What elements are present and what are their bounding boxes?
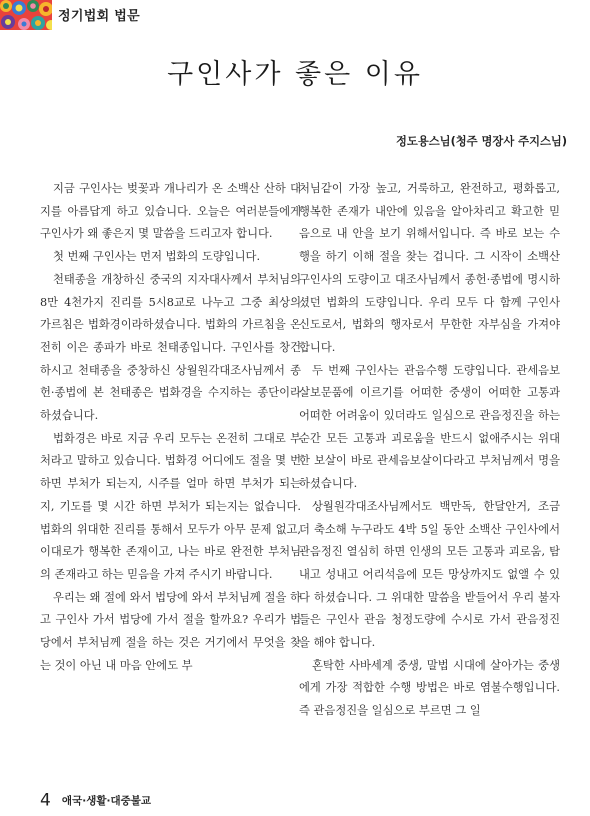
- paragraph: 천태종을 개창하신 중국의 지자대사께서 부처님의 8만 4천가지 진리를 5시8교로 나누고 그중 최상의 가르침은 법화경이라하셨습니다. 법화의 가르침을 온전히 이은 종파가 바로 천태종입니다. 구인사를 창건하시고 천태종을 중창하신 상월원각대조사님께서 종헌·종법에 본 천태종은 법화경을 수지하는 종단이라 하셨습니다.: [40, 272, 301, 423]
- left-column: [40, 178, 301, 677]
- decorative-pattern-icon: [0, 0, 52, 30]
- paragraph: 첫 번째 구인사는 먼저 법화의 도량입니다.: [53, 250, 261, 264]
- page-footer: [40, 790, 151, 811]
- paragraph: 법화경은 바로 지금 우리 모두는 온전히 그대로 부처라고 말하고 있습니다. 법화경 어디에도 절을 몇 번 하면 부처가 되는지, 시주를 얼마 하면 부처가 되는지, 기도를 몇 시간 하면 부처가 되는지는 없습니다. 법화의 위대한 진리를 통해서 모두가 아무 문제 없고, 이대로가 행복한 존재이고, 나는 바로 완전한 부처님의 존재라고 하는 믿음을 가져 주시기 바랍니다.: [40, 431, 301, 581]
- paragraph: 지금 구인사는 벚꽃과 개나리가 온 소백산 산하 대지를 아름답게 하고 있습니다. 오늘은 여러분들에게 구인사가 왜 좋은지 몇 말씀을 드리고자 합니다.: [40, 182, 301, 241]
- paragraph: 우리는 왜 절에 와서 법당에 와서 부처님께 절을 하고 구인사 가서 법당에 가서 절을 할까요? 우리가 법당에서 부처님께 절을 하는 것은 거기에서 무엇을 찾는 것이 아닌 내 마음 안에도 부: [40, 590, 301, 672]
- paragraph: 혼탁한 사바세계 중생, 말법 시대에 살아가는 중생에게 가장 적합한 수행 방법은 바로 염불수행입니다. 즉 관음정진을 일심으로 부르면 그 일: [299, 658, 560, 718]
- paragraph: 두 번째 구인사는 관음수행 도량입니다. 관세음보살보문품에 이르기를 어떠한 중생이 어떠한 고통과 어떠한 어려움이 있더라도 일심으로 관음정진을 하는 순간 모든 고통과 괴로움을 반드시 없애주시는 위대한 보살이 바로 관세음보살이다라고 부처님께서 명을 하셨습니다.: [299, 363, 560, 491]
- right-column: [299, 178, 560, 723]
- author-byline: 정도용스님(청주 명장사 주지스님): [396, 135, 567, 148]
- paragraph-continuation: 처님같이 가장 높고, 거룩하고, 완전하고, 평화롭고, 행복한 존재가 내안에 있음을 알아차리고 확고한 믿음으로 내 안을 보기 위해서입니다. 즉 바로 보는 수행을 하기 이해 절을 찾는 겁니다. 그 시작이 소백산 구인사의 도량이고 대조사님께서 종헌·종법에 명시하셨던 법화의 도량입니다. 우리 모두 다 함께 구인사 신도로서, 법화의 행자로서 무한한 자부심을 가져야 합니다.: [299, 182, 560, 354]
- page-number: 4: [40, 790, 51, 811]
- page-title: 구인사가 좋은 이유: [167, 59, 423, 90]
- section-label: 정기법회 법문: [58, 9, 140, 24]
- magazine-name: 애국·생활·대중불교: [61, 795, 152, 807]
- paragraph: 상월원각대조사님께서도 백만독, 한달안거, 조금 더 축소해 누구라도 4박 5일 동안 소백산 구인사에서 관음정진 열심히 하면 인생의 모든 고통과 괴로움, 탐내고 성내고 어리석음에 모든 망상까지도 없앨 수 있다 하셨습니다. 그 위대한 말씀을 받들어서 우리 불자들은 구인사 관음 청정도량에 수시로 가서 관음정진을 해야 합니다.: [299, 499, 560, 650]
